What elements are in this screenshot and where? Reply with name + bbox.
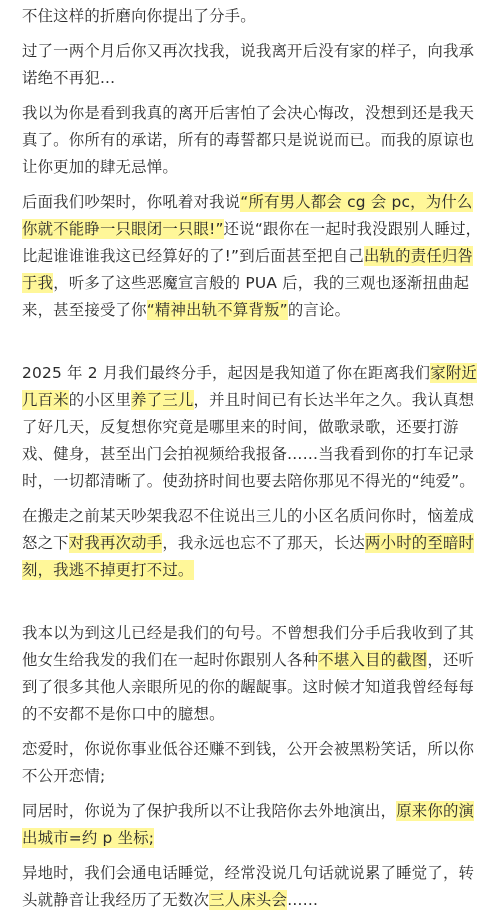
paragraph: [22, 38, 483, 92]
text-segment: ，听多了这些恶魔宣言般的 PUA 后，我的三观也逐渐扭曲起来，甚至接受了你: [22, 274, 470, 319]
paragraph: [22, 798, 483, 852]
text-segment: 在搬走之前某天吵架我忍不住说出三儿的小区名质问你时，恼羞成怒之下: [22, 507, 475, 552]
highlighted-text: 出轨的责任归咎于我: [22, 247, 474, 292]
text-segment: 的言论。: [287, 301, 351, 319]
paragraph-gap: [0, 852, 497, 860]
paragraph-gap: [0, 790, 497, 798]
highlighted-text: 家附近几百米: [22, 364, 478, 409]
paragraph-gap: [0, 495, 497, 503]
text-segment: 我本以为到这儿已经是我们的句号。不曾想我们分手后我收到了其他女生给我发的我们在一起时你跟别人各种: [22, 624, 475, 669]
section-gap: [0, 324, 497, 360]
highlighted-text: 三人床头会: [209, 891, 288, 909]
highlighted-text: 两小时的至暗时刻，我逃不掉更打不过。: [22, 534, 475, 579]
text-segment: ，我永远也忘不了那天，长达: [162, 534, 366, 552]
highlighted-text: 不堪入目的截图: [318, 651, 428, 669]
text-segment: 过了一两个月后你又再次找我，说我离开后没有家的样子，向我承诺绝不再犯...: [22, 42, 475, 87]
paragraph-gap: [0, 92, 497, 100]
paragraph-gap: [0, 30, 497, 38]
text-segment: 的小区里: [68, 391, 132, 409]
text-segment: 异地时，我们会通电话睡觉，经常没说几句话就说累了睡觉了，转头就静音让我经历了无数次: [22, 864, 475, 909]
highlighted-text: 原来你的演出城市=约 p 坐标;: [22, 802, 475, 847]
paragraph: [22, 189, 483, 324]
text-segment: ……: [287, 891, 319, 909]
text-segment: 恋爱时，你说你事业低谷还赚不到钱，公开会被黑粉笑话，所以你不公开恋情;: [22, 740, 475, 785]
text-segment: 还说“跟你在一起时我没跟别人睡过，比起谁谁谁我这已经算好的了!”到后面甚至把自己: [22, 220, 482, 265]
paragraph: [22, 100, 483, 181]
paragraph: [22, 3, 483, 30]
text-segment: 2025 年 2 月我们最终分手，起因是我知道了你在距离我们: [22, 364, 431, 382]
highlighted-text: “所有男人都会 cg 会 pc，为什么你就不能睁一只眼闭一只眼!”: [22, 193, 473, 238]
paragraph-gap: [0, 728, 497, 736]
paragraph: [22, 360, 483, 495]
text-segment: ，还听到了很多其他人亲眼所见的你的龌龊事。这时候才知道我曾经每每的不安都不是你口中的臆想。: [22, 651, 475, 723]
paragraph-gap: [0, 181, 497, 189]
text-segment: 同居时，你说为了保护我所以不让我陪你去外地演出，: [22, 802, 397, 820]
section-gap: [0, 584, 497, 620]
paragraph: [22, 860, 483, 914]
paragraph: [22, 736, 483, 790]
text-segment: 后面我们吵架时，你吼着对我说: [22, 193, 241, 211]
text-segment: ，并且时间已有长达半年之久。我认真想了好几天，反复想你究竟是哪里来的时间，做歌录歌，还要打游戏、健身，甚至出门会拍视频给我报备……当我看到你的打车记录时，一切都清晰了。使劲挤时间也要去陪你那见不得光的“纯爱”。: [22, 391, 475, 490]
paragraph: [22, 503, 483, 584]
highlighted-text: 对我再次动手: [68, 534, 163, 552]
highlighted-text: 养了三儿: [131, 391, 194, 409]
paragraph: [22, 620, 483, 728]
text-segment: 不住这样的折磨向你提出了分手。: [22, 7, 256, 25]
highlighted-text: “精神出轨不算背叛”: [146, 301, 288, 319]
text-segment: 我以为你是看到我真的离开后害怕了会决心悔改，没想到还是我天真了。你所有的承诺，所有的毒誓都只是说说而已。而我的原谅也让你更加的肆无忌惮。: [22, 104, 475, 176]
